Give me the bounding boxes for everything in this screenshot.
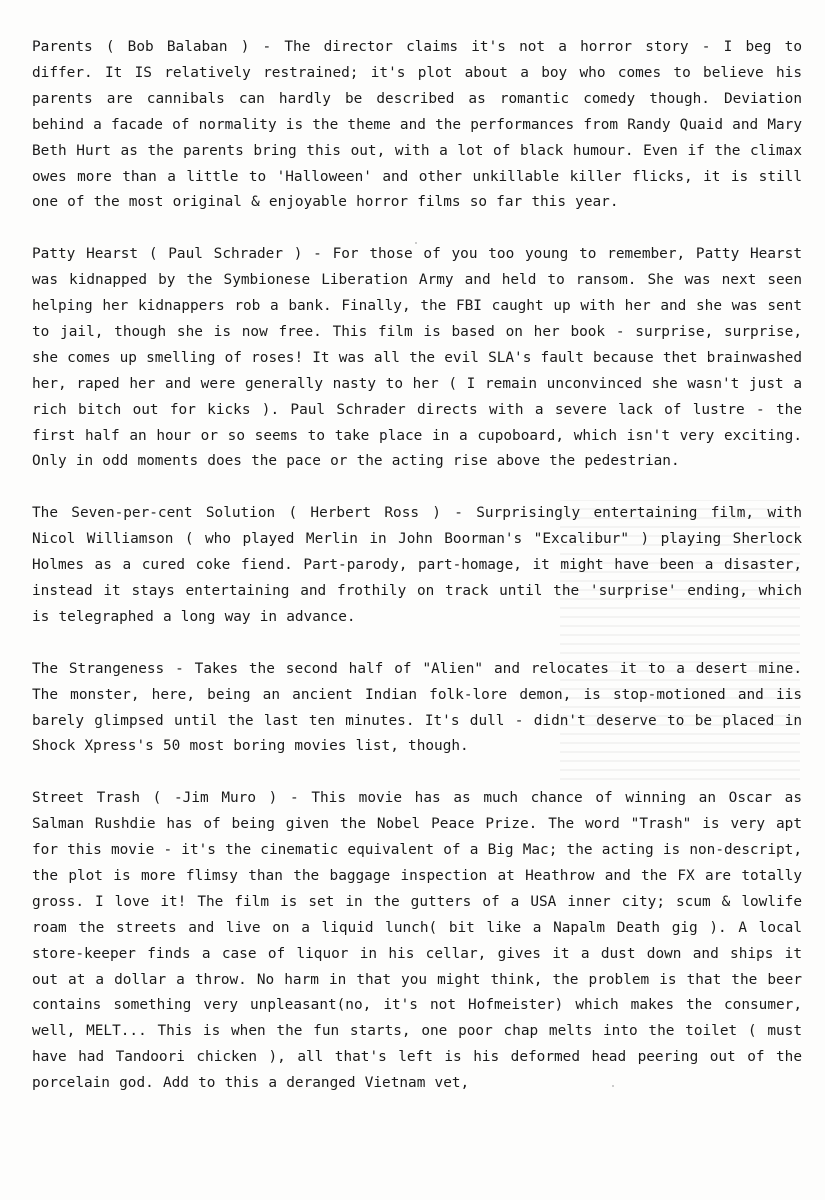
review-the-strangeness: The Strangeness - Takes the second half of "Alien" and relocates it to a desert mine. The monster, here, being an ancient Indian folk-lore demon, is stop-motioned and iis barely glimpsed until the last ten minutes. It's dull - didn't deserve to be placed in Shock Xpress's 50 most boring movies list, though. [32, 660, 802, 755]
review-column [32, 35, 802, 1123]
review-parents: Parents ( Bob Balaban ) - The director claims it's not a horror story - I beg to differ. It IS relatively restrained; it's plot about a boy who comes to believe his parents are cannibals can hardly be described as romantic comedy though. Deviation behind a facade of normality is the theme and the performances from Randy Quaid and Mary Beth Hurt as the parents bring this out, with a lot of black humour. Even if the climax owes more than a little to 'Halloween' and other unkillable killer flicks, it is still one of the most original & enjoyable horror films so far this year. [32, 39, 802, 211]
review-patty-hearst: Patty Hearst ( Paul Schrader ) - For those of you too young to remember, Patty Hearst was kidnapped by the Symbionese Liberation Army and held to ransom. She was next seen helping her kidnappers rob a bank. Finally, the FBI caught up with her and she was sent to jail, though she is now free. This film is based on her book - surprise, surprise, she comes up smelling of roses! It was all the evil SLA's fault because thet brainwashed her, raped her and were generally nasty to her ( I remain unconvinced she wasn't just a rich bitch out for kicks ). Paul Schrader directs with a severe lack of lustre - the first half an hour or so seems to take place in a cupoboard, which isn't very exciting. Only in odd moments does the pace or the acting rise above the pedestrian. [32, 246, 802, 470]
review-seven-per-cent-solution: The Seven-per-cent Solution ( Herbert Ross ) - Surprisingly entertaining film, with Nicol Williamson ( who played Merlin in John Boorman's "Excalibur" ) playing Sherlock Holmes as a cured coke fiend. Part-parody, part-homage, it might have been a disaster, instead it stays entertaining and frothily on track until the 'surprise' ending, which is telegraphed a long way in advance. [32, 505, 802, 625]
review-street-trash: Street Trash ( -Jim Muro ) - This movie has as much chance of winning an Oscar as Salman Rushdie has of being given the Nobel Peace Prize. The word "Trash" is very apt for this movie - it's the cinematic equivalent of a Big Mac; the acting is non-descript, the plot is more flimsy than the baggage inspection at Heathrow and the FX are totally gross. I love it! The film is set in the gutters of a USA inner city; scum & lowlife roam the streets and live on a liquid lunch( bit like a Napalm Death gig ). A local store-keeper finds a case of liquor in his cellar, gives it a dust down and ships it out at a dollar a throw. No harm in that you might think, the problem is that the beer contains something very unpleasant(no, it's not Hofmeister) which makes the consumer, well, MELT... This is when the fun starts, one poor chap melts into the toilet ( must have had Tandoori chicken ), all that's left is his deformed head peering out of the porcelain god. Add to this a deranged Vietnam vet, [32, 790, 802, 1092]
